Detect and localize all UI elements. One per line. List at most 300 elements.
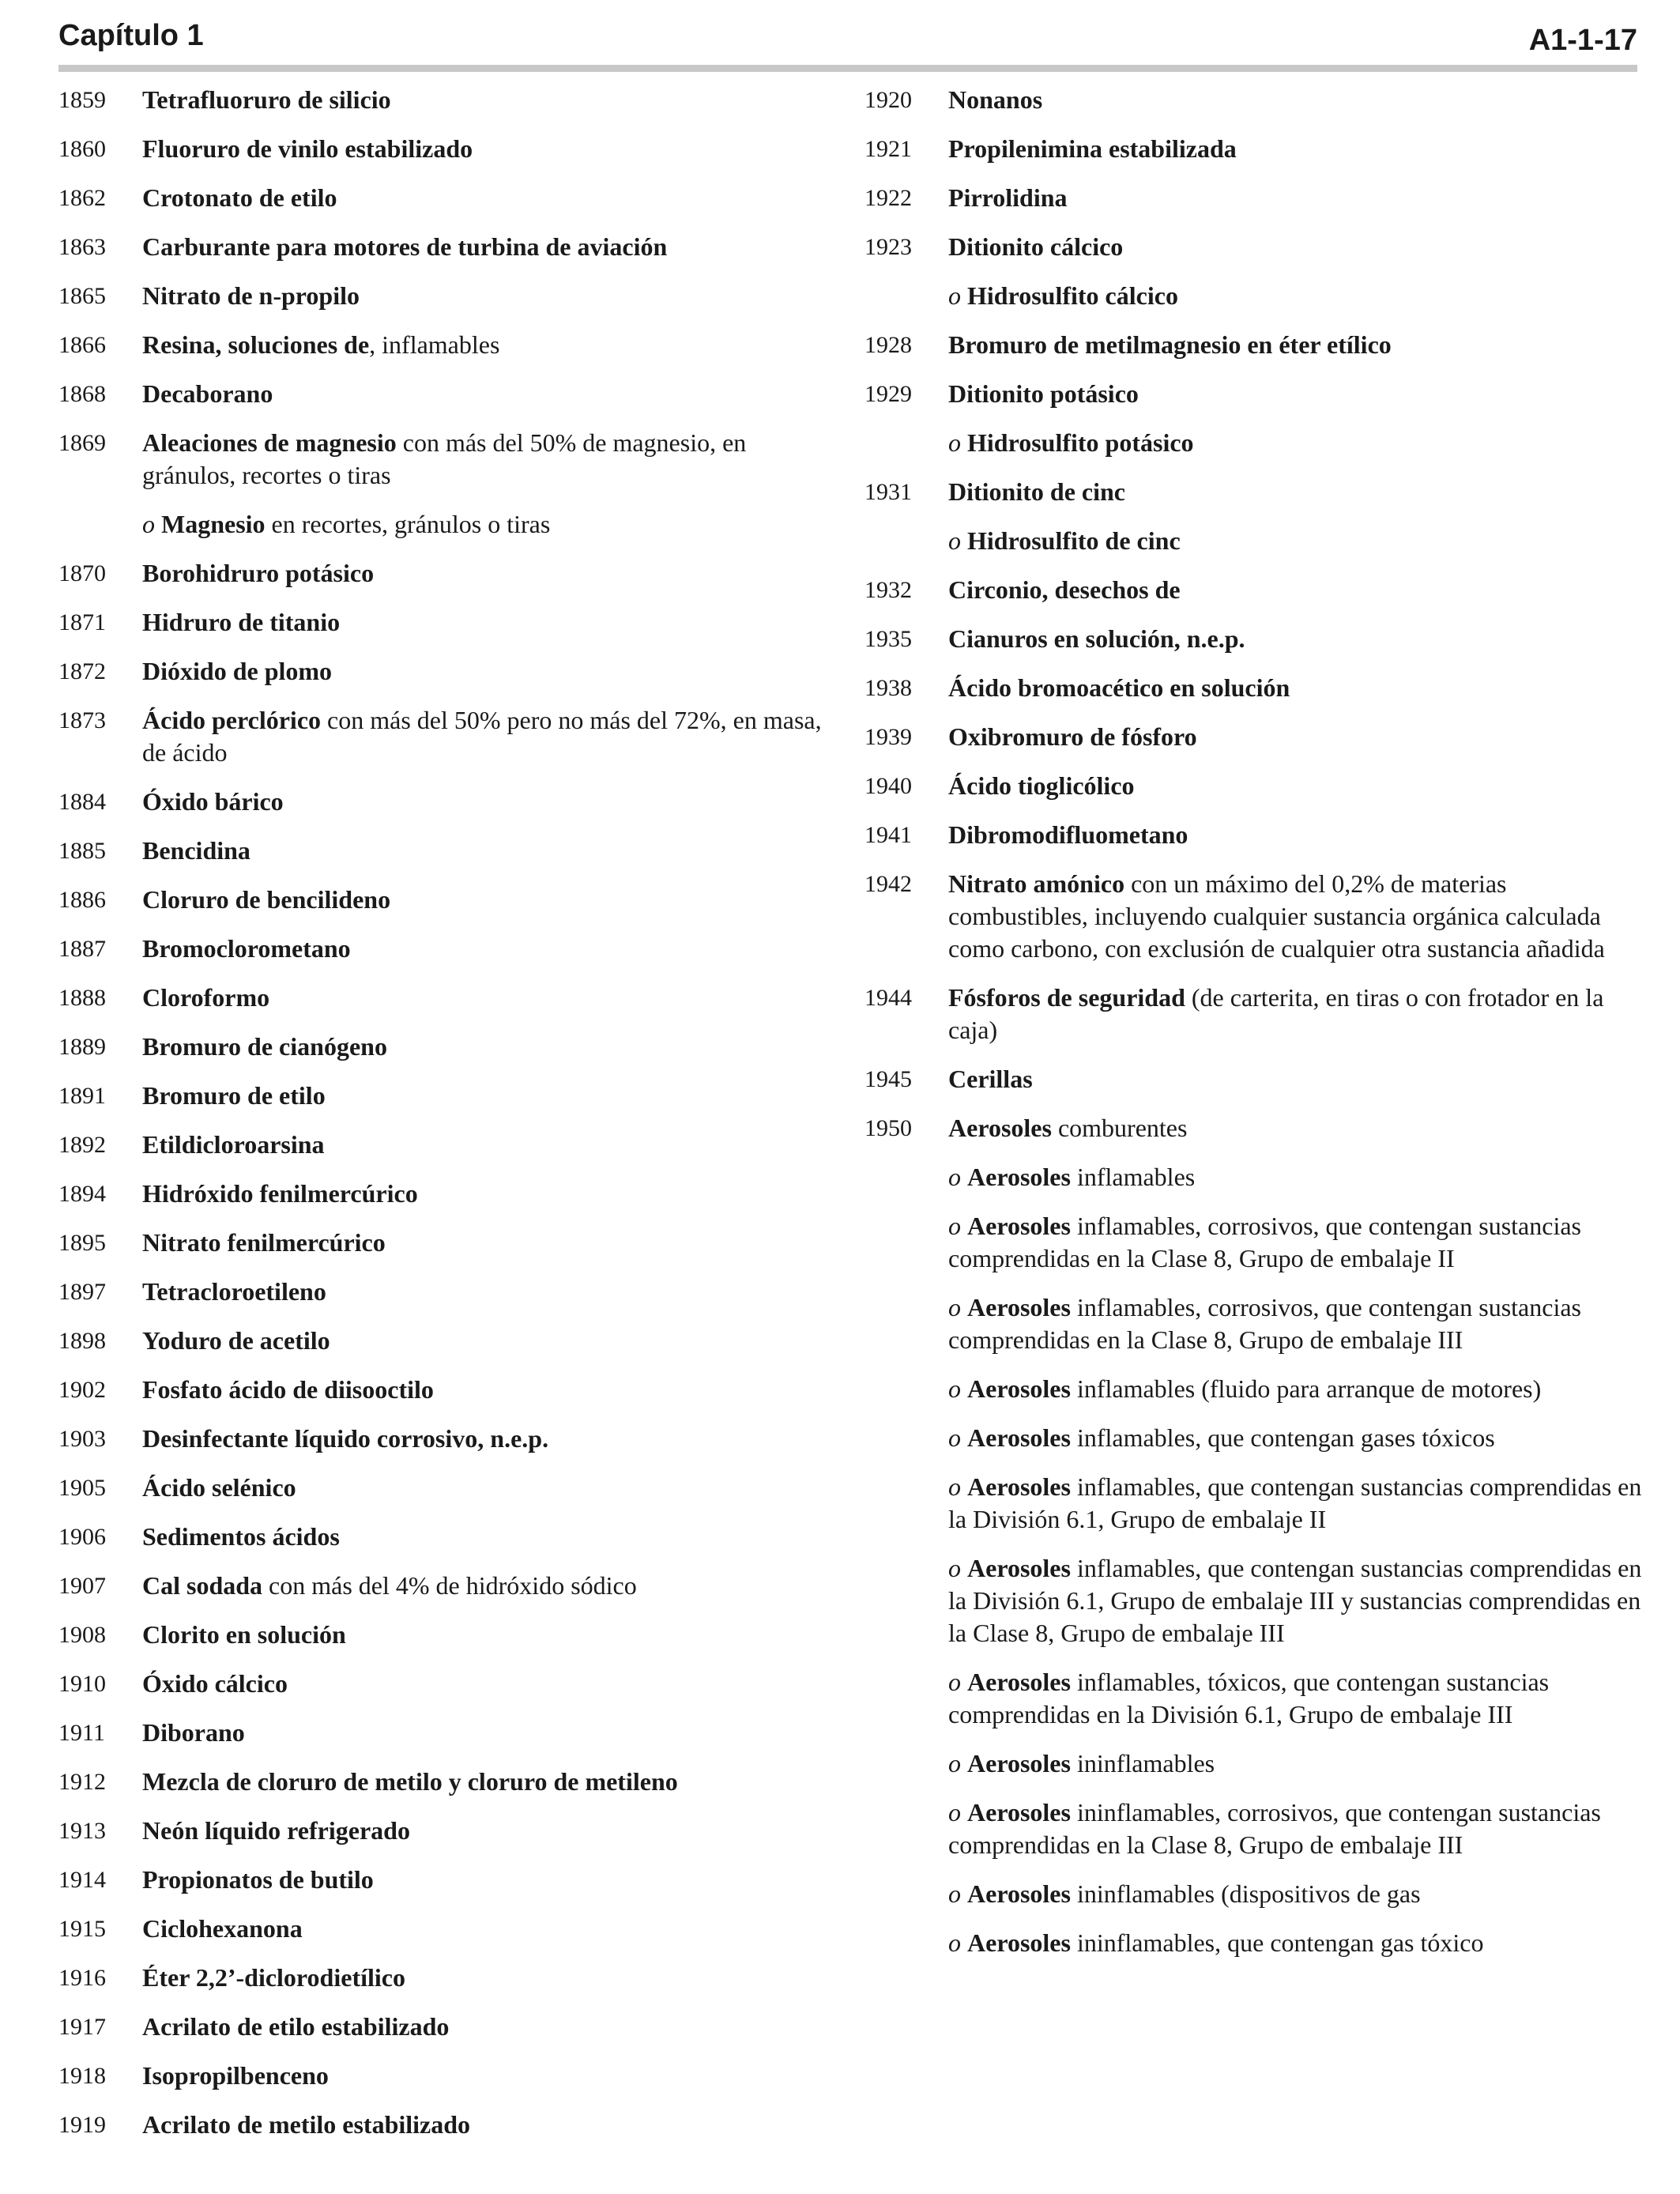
un-number: 1922 [864, 185, 912, 211]
text-segment: Hidrosulfito potásico [967, 428, 1194, 457]
substance-name [948, 982, 1647, 1046]
un-number: 1929 [864, 381, 912, 407]
entry [58, 1129, 837, 1161]
text-segment: Ácido selénico [142, 1473, 296, 1502]
substance-name [948, 1063, 1647, 1095]
un-number: 1888 [58, 985, 106, 1011]
substance-name [142, 1913, 837, 1945]
text-segment: Nonanos [948, 85, 1043, 114]
text-segment: Hidrosulfito de cinc [967, 526, 1181, 555]
entry [58, 378, 837, 410]
substance-name [948, 1796, 1647, 1861]
substance-name [142, 1472, 837, 1504]
text-segment: Nitrato amónico [948, 869, 1125, 898]
substance-name [142, 231, 837, 263]
entry-alternative [864, 427, 1647, 459]
entry [58, 1521, 837, 1553]
un-number: 1868 [58, 381, 106, 407]
un-number: 1859 [58, 87, 106, 113]
substance-name [142, 933, 837, 965]
un-number: 1892 [58, 1132, 106, 1158]
un-number: 1923 [864, 234, 912, 260]
substance-name [948, 721, 1647, 753]
substance-name [948, 868, 1647, 965]
text-segment: o [948, 1293, 967, 1321]
substance-name [142, 982, 837, 1014]
entry-alternative [864, 1796, 1647, 1861]
text-segment: (de carterita, en tiras o con frotador en la caja) [948, 983, 1604, 1044]
un-number: 1910 [58, 1671, 106, 1697]
un-number: 1944 [864, 985, 912, 1011]
text-segment: Propionatos de butilo [142, 1865, 374, 1894]
un-number: 1932 [864, 577, 912, 603]
un-number: 1941 [864, 822, 912, 848]
un-number: 1862 [58, 185, 106, 211]
substance-name [142, 1521, 837, 1553]
entry [58, 231, 837, 263]
text-segment: Bromoclorometano [142, 934, 351, 963]
text-segment: o [948, 526, 967, 555]
entry [58, 1815, 837, 1847]
un-number: 1931 [864, 479, 912, 505]
un-number: 1921 [864, 136, 912, 162]
substance-name [948, 231, 1647, 263]
text-segment: Clorito en solución [142, 1620, 346, 1649]
text-segment: Tetrafluoruro de silicio [142, 85, 391, 114]
text-segment: o [948, 1423, 967, 1452]
text-segment: Aerosoles [967, 1293, 1071, 1321]
un-number: 1897 [58, 1279, 106, 1305]
un-number: 1928 [864, 332, 912, 358]
entry-alternative [864, 1373, 1647, 1405]
entry [58, 427, 837, 492]
text-segment: Resina, soluciones de [142, 330, 370, 359]
text-segment: Borohidruro potásico [142, 559, 375, 587]
substance-name [142, 1129, 837, 1161]
un-number: 1898 [58, 1328, 106, 1354]
entry [58, 280, 837, 312]
entry-alternative [864, 1210, 1647, 1275]
chapter-title: Capítulo 1 [58, 19, 204, 52]
entry-alternative [58, 508, 837, 541]
text-segment: Acrilato de etilo estabilizado [142, 2012, 450, 2041]
entry [58, 1325, 837, 1357]
entry [864, 231, 1647, 263]
text-segment: Desinfectante líquido corrosivo, n.e.p. [142, 1424, 549, 1453]
text-segment: o [948, 1163, 967, 1191]
entry-alternative [864, 1552, 1647, 1649]
substance-name [142, 1668, 837, 1700]
un-number: 1939 [864, 724, 912, 750]
un-number: 1908 [58, 1622, 106, 1648]
entry [864, 982, 1647, 1046]
un-number: 1884 [58, 789, 106, 815]
text-segment: Propilenimina estabilizada [948, 134, 1237, 163]
un-number: 1912 [58, 1769, 106, 1795]
substance-name [948, 1878, 1647, 1910]
entry [58, 1423, 837, 1455]
un-number: 1886 [58, 887, 106, 913]
entry [58, 655, 837, 688]
substance-name [948, 329, 1647, 361]
substance-name [948, 427, 1647, 459]
entry [58, 2060, 837, 2092]
text-segment: Mezcla de cloruro de metilo y cloruro de metileno [142, 1767, 678, 1796]
text-segment: Aerosoles [967, 1879, 1071, 1908]
entry [58, 982, 837, 1014]
substance-name [142, 1276, 837, 1308]
text-segment: Aleaciones de magnesio [142, 428, 397, 457]
entry [864, 476, 1647, 508]
text-segment: Bromuro de etilo [142, 1081, 326, 1110]
substance-name [948, 770, 1647, 802]
un-number: 1916 [58, 1965, 106, 1991]
substance-name [142, 1864, 837, 1896]
substance-name [948, 1552, 1647, 1649]
text-segment: con más del 50% pero no más del 72%, en masa, de ácido [142, 706, 822, 767]
un-number: 1915 [58, 1916, 106, 1942]
text-segment: inflamables [1070, 1163, 1196, 1191]
un-number: 1885 [58, 838, 106, 864]
text-segment: Neón líquido refrigerado [142, 1816, 410, 1845]
substance-name [142, 1717, 837, 1749]
substance-name [142, 280, 837, 312]
text-segment: inflamables, que contengan gases tóxicos [1070, 1423, 1495, 1452]
text-segment: inflamables, corrosivos, que contengan sustancias comprendidas en la Clase 8, Grupo de embalaje II [948, 1212, 1581, 1272]
substance-name [142, 1031, 837, 1063]
entry [864, 329, 1647, 361]
un-number: 1863 [58, 234, 106, 260]
substance-name [142, 1570, 837, 1602]
text-segment: Bencidina [142, 836, 250, 865]
un-number: 1940 [864, 773, 912, 799]
text-segment: Aerosoles [967, 1668, 1071, 1696]
text-segment: Diborano [142, 1718, 245, 1747]
text-segment: Etildicloroarsina [142, 1130, 325, 1159]
text-segment: Óxido cálcico [142, 1669, 288, 1698]
entry [58, 84, 837, 116]
text-segment: ininflamables, que contengan gas tóxico [1070, 1928, 1484, 1957]
text-segment: Acrilato de metilo estabilizado [142, 2110, 471, 2139]
un-number: 1907 [58, 1573, 106, 1599]
entry [58, 557, 837, 590]
entry [58, 933, 837, 965]
entry [58, 1472, 837, 1504]
text-segment: Aerosoles [967, 1423, 1071, 1452]
substance-name [142, 378, 837, 410]
text-segment: con más del 50% de magnesio, en gránulos, recortes o tiras [142, 428, 747, 489]
substance-name [948, 280, 1647, 312]
substance-name [948, 574, 1647, 606]
substance-name [948, 819, 1647, 851]
text-segment: Aerosoles [967, 1472, 1071, 1501]
text-segment: Aerosoles [967, 1928, 1071, 1957]
substance-name [142, 1815, 837, 1847]
text-segment: Cerillas [948, 1065, 1033, 1093]
substance-name [948, 133, 1647, 165]
text-segment: o [948, 428, 967, 457]
text-segment: Ditionito cálcico [948, 232, 1124, 261]
substance-name [948, 84, 1647, 116]
un-number: 1866 [58, 332, 106, 358]
substance-name [142, 655, 837, 688]
un-number: 1950 [864, 1115, 912, 1141]
text-segment: Hidrosulfito cálcico [967, 281, 1178, 310]
entry [864, 1112, 1647, 1144]
text-segment: Oxibromuro de fósforo [948, 722, 1197, 751]
text-segment: Nitrato fenilmercúrico [142, 1228, 386, 1257]
text-segment: Aerosoles [967, 1374, 1071, 1403]
substance-name [142, 557, 837, 590]
substance-name [948, 1471, 1647, 1536]
text-segment: ininflamables [1070, 1749, 1215, 1777]
text-segment: Pirrolidina [948, 183, 1068, 212]
substance-name [142, 133, 837, 165]
substance-name [948, 1112, 1647, 1144]
substance-name [142, 1619, 837, 1651]
text-segment: Fluoruro de vinilo estabilizado [142, 134, 473, 163]
substance-name [948, 476, 1647, 508]
substance-name [948, 1666, 1647, 1731]
un-number: 1913 [58, 1818, 106, 1844]
page-number: A1-1-17 [1528, 24, 1637, 57]
page-header [58, 14, 1637, 72]
substance-name [948, 1161, 1647, 1193]
text-segment: ininflamables, corrosivos, que contengan sustancias comprendidas en la Clase 8, Grupo de embalaje III [948, 1798, 1601, 1859]
entry [58, 1619, 837, 1651]
text-segment: Ácido tioglicólico [948, 771, 1135, 800]
text-segment: Aerosoles [967, 1554, 1071, 1582]
text-segment: o [948, 1472, 967, 1501]
text-segment: Fosfato ácido de diisooctilo [142, 1375, 434, 1404]
text-segment: Circonio, desechos de [948, 575, 1181, 604]
entry-alternative [864, 1422, 1647, 1454]
text-segment: Aerosoles [967, 1798, 1071, 1826]
entry [58, 884, 837, 916]
substance-name [142, 1766, 837, 1798]
text-segment: Dióxido de plomo [142, 657, 333, 685]
substance-name [948, 672, 1647, 704]
text-segment: Aerosoles [967, 1212, 1071, 1240]
entry [58, 1374, 837, 1406]
entry [864, 574, 1647, 606]
entry [864, 133, 1647, 165]
un-number: 1942 [864, 871, 912, 897]
un-number: 1917 [58, 2014, 106, 2040]
substance-name [142, 704, 837, 769]
right-column [864, 84, 1647, 1976]
substance-name [948, 525, 1647, 557]
text-segment: Aerosoles [967, 1163, 1071, 1191]
entry [58, 2011, 837, 2043]
text-segment: inflamables, corrosivos, que contengan sustancias comprendidas en la Clase 8, Grupo de embalaje III [948, 1293, 1581, 1354]
un-number: 1903 [58, 1426, 106, 1452]
substance-name [142, 2109, 837, 2141]
entry-alternative [864, 1878, 1647, 1910]
entry [864, 721, 1647, 753]
substance-name [142, 1423, 837, 1455]
un-number: 1906 [58, 1524, 106, 1550]
substance-name [142, 786, 837, 818]
un-number: 1870 [58, 560, 106, 586]
substance-name [142, 2011, 837, 2043]
entry [58, 1668, 837, 1700]
text-segment: Ácido perclórico [142, 706, 322, 734]
entry-alternative [864, 1666, 1647, 1731]
un-number: 1860 [58, 136, 106, 162]
text-segment: en recortes, gránulos o tiras [265, 510, 551, 538]
substance-name [142, 427, 837, 492]
text-segment: Aerosoles [948, 1114, 1052, 1142]
substance-name [948, 1373, 1647, 1405]
entry [864, 672, 1647, 704]
text-segment: Magnesio [161, 510, 266, 538]
un-number: 1945 [864, 1066, 912, 1092]
text-segment: , inflamables [369, 330, 500, 359]
text-segment: ininflamables (dispositivos de gas [1070, 1879, 1421, 1908]
substance-name [142, 1227, 837, 1259]
entry [864, 84, 1647, 116]
entry [58, 606, 837, 639]
text-segment: con un máximo del 0,2% de materias combustibles, incluyendo cualquier sustancia orgánica calculada como carbono, con exclusión de cualquier otra sustancia añadida [948, 869, 1605, 963]
entry [864, 182, 1647, 214]
substance-name [142, 606, 837, 639]
text-segment: Hidróxido fenilmercúrico [142, 1179, 418, 1208]
text-segment: inflamables, tóxicos, que contengan sustancias comprendidas en la División 6.1, Grupo de embalaje III [948, 1668, 1550, 1728]
text-segment: o [948, 1798, 967, 1826]
text-segment: o [948, 1374, 967, 1403]
text-segment: inflamables, que contengan sustancias comprendidas en la División 6.1, Grupo de embalaje III y sustancias comprendidas en la Clase 8, Grupo de embalaje III [948, 1554, 1642, 1647]
substance-name [948, 1422, 1647, 1454]
substance-name [142, 1374, 837, 1406]
entry-alternative [864, 1747, 1647, 1780]
un-number: 1889 [58, 1034, 106, 1060]
text-segment: Cianuros en solución, n.e.p. [948, 624, 1245, 653]
un-number: 1869 [58, 430, 106, 456]
text-segment: Cloruro de bencilideno [142, 885, 391, 914]
substance-name [142, 329, 837, 361]
entry [864, 378, 1647, 410]
text-segment: o [948, 1879, 967, 1908]
entry-alternative [864, 1291, 1647, 1356]
substance-name [142, 835, 837, 867]
text-segment: Isopropilbenceno [142, 2061, 329, 2090]
substance-name [142, 884, 837, 916]
entry [58, 1717, 837, 1749]
text-segment: Nitrato de n-propilo [142, 281, 360, 310]
text-segment: Bromuro de cianógeno [142, 1032, 387, 1061]
entry [58, 1227, 837, 1259]
substance-name [142, 1178, 837, 1210]
text-segment: o [948, 1554, 967, 1582]
text-segment: Yoduro de acetilo [142, 1326, 330, 1355]
text-segment: Ácido bromoacético en solución [948, 673, 1290, 702]
un-number: 1919 [58, 2112, 106, 2138]
text-segment: o [948, 1668, 967, 1696]
substance-name [142, 1080, 837, 1112]
text-segment: inflamables (fluido para arranque de motores) [1070, 1374, 1542, 1403]
entry [58, 2109, 837, 2141]
text-segment: Ditionito potásico [948, 379, 1139, 408]
left-column [58, 84, 837, 2158]
un-number: 1895 [58, 1230, 106, 1256]
text-segment: Ditionito de cinc [948, 477, 1125, 506]
text-segment: Fósforos de seguridad [948, 983, 1185, 1012]
substance-name [948, 1210, 1647, 1275]
entry [58, 1080, 837, 1112]
substance-name [948, 1747, 1647, 1780]
entry-alternative [864, 280, 1647, 312]
text-segment: Bromuro de metilmagnesio en éter etílico [948, 330, 1392, 359]
un-number: 1905 [58, 1475, 106, 1501]
entry [58, 1570, 837, 1602]
text-segment: o [948, 1928, 967, 1957]
entry [58, 329, 837, 361]
entry [864, 770, 1647, 802]
un-number: 1894 [58, 1181, 106, 1207]
entry [58, 704, 837, 769]
text-segment: Éter 2,2’-diclorodietílico [142, 1963, 405, 1992]
entry [58, 786, 837, 818]
entry [58, 1962, 837, 1994]
substance-name [142, 84, 837, 116]
entry-alternative [864, 1927, 1647, 1959]
text-segment: Sedimentos ácidos [142, 1522, 340, 1551]
un-number: 1872 [58, 658, 106, 684]
entry-alternative [864, 1471, 1647, 1536]
un-number: 1887 [58, 936, 106, 962]
substance-name [948, 623, 1647, 655]
substance-name [948, 378, 1647, 410]
substance-name [948, 1927, 1647, 1959]
text-segment: Hidruro de titanio [142, 608, 341, 636]
text-segment: Carburante para motores de turbina de aviación [142, 232, 668, 261]
un-number: 1914 [58, 1867, 106, 1893]
text-segment: con más del 4% de hidróxido sódico [262, 1571, 637, 1600]
un-number: 1938 [864, 675, 912, 701]
text-segment: Decaborano [142, 379, 273, 408]
entry-alternative [864, 1161, 1647, 1193]
entry [58, 1864, 837, 1896]
text-segment: inflamables, que contengan sustancias comprendidas en la División 6.1, Grupo de embalaje II [948, 1472, 1642, 1533]
text-segment: Tetracloroetileno [142, 1277, 326, 1306]
entry [58, 835, 837, 867]
un-number: 1871 [58, 609, 106, 635]
text-segment: o [948, 281, 967, 310]
entry [58, 133, 837, 165]
substance-name [948, 1291, 1647, 1356]
substance-name [142, 182, 837, 214]
un-number: 1902 [58, 1377, 106, 1403]
un-number: 1865 [58, 283, 106, 309]
text-segment: o [142, 510, 161, 538]
text-segment: Dibromodifluometano [948, 820, 1188, 849]
entry [864, 623, 1647, 655]
un-number: 1891 [58, 1083, 106, 1109]
substance-name [948, 182, 1647, 214]
substance-name [142, 1962, 837, 1994]
entry [58, 182, 837, 214]
substance-name [142, 1325, 837, 1357]
entry [58, 1766, 837, 1798]
entry [58, 1913, 837, 1945]
entry [864, 819, 1647, 851]
entry [58, 1031, 837, 1063]
text-segment: Cloroformo [142, 983, 270, 1012]
un-number: 1920 [864, 87, 912, 113]
entry [58, 1178, 837, 1210]
text-segment: Ciclohexanona [142, 1914, 303, 1943]
